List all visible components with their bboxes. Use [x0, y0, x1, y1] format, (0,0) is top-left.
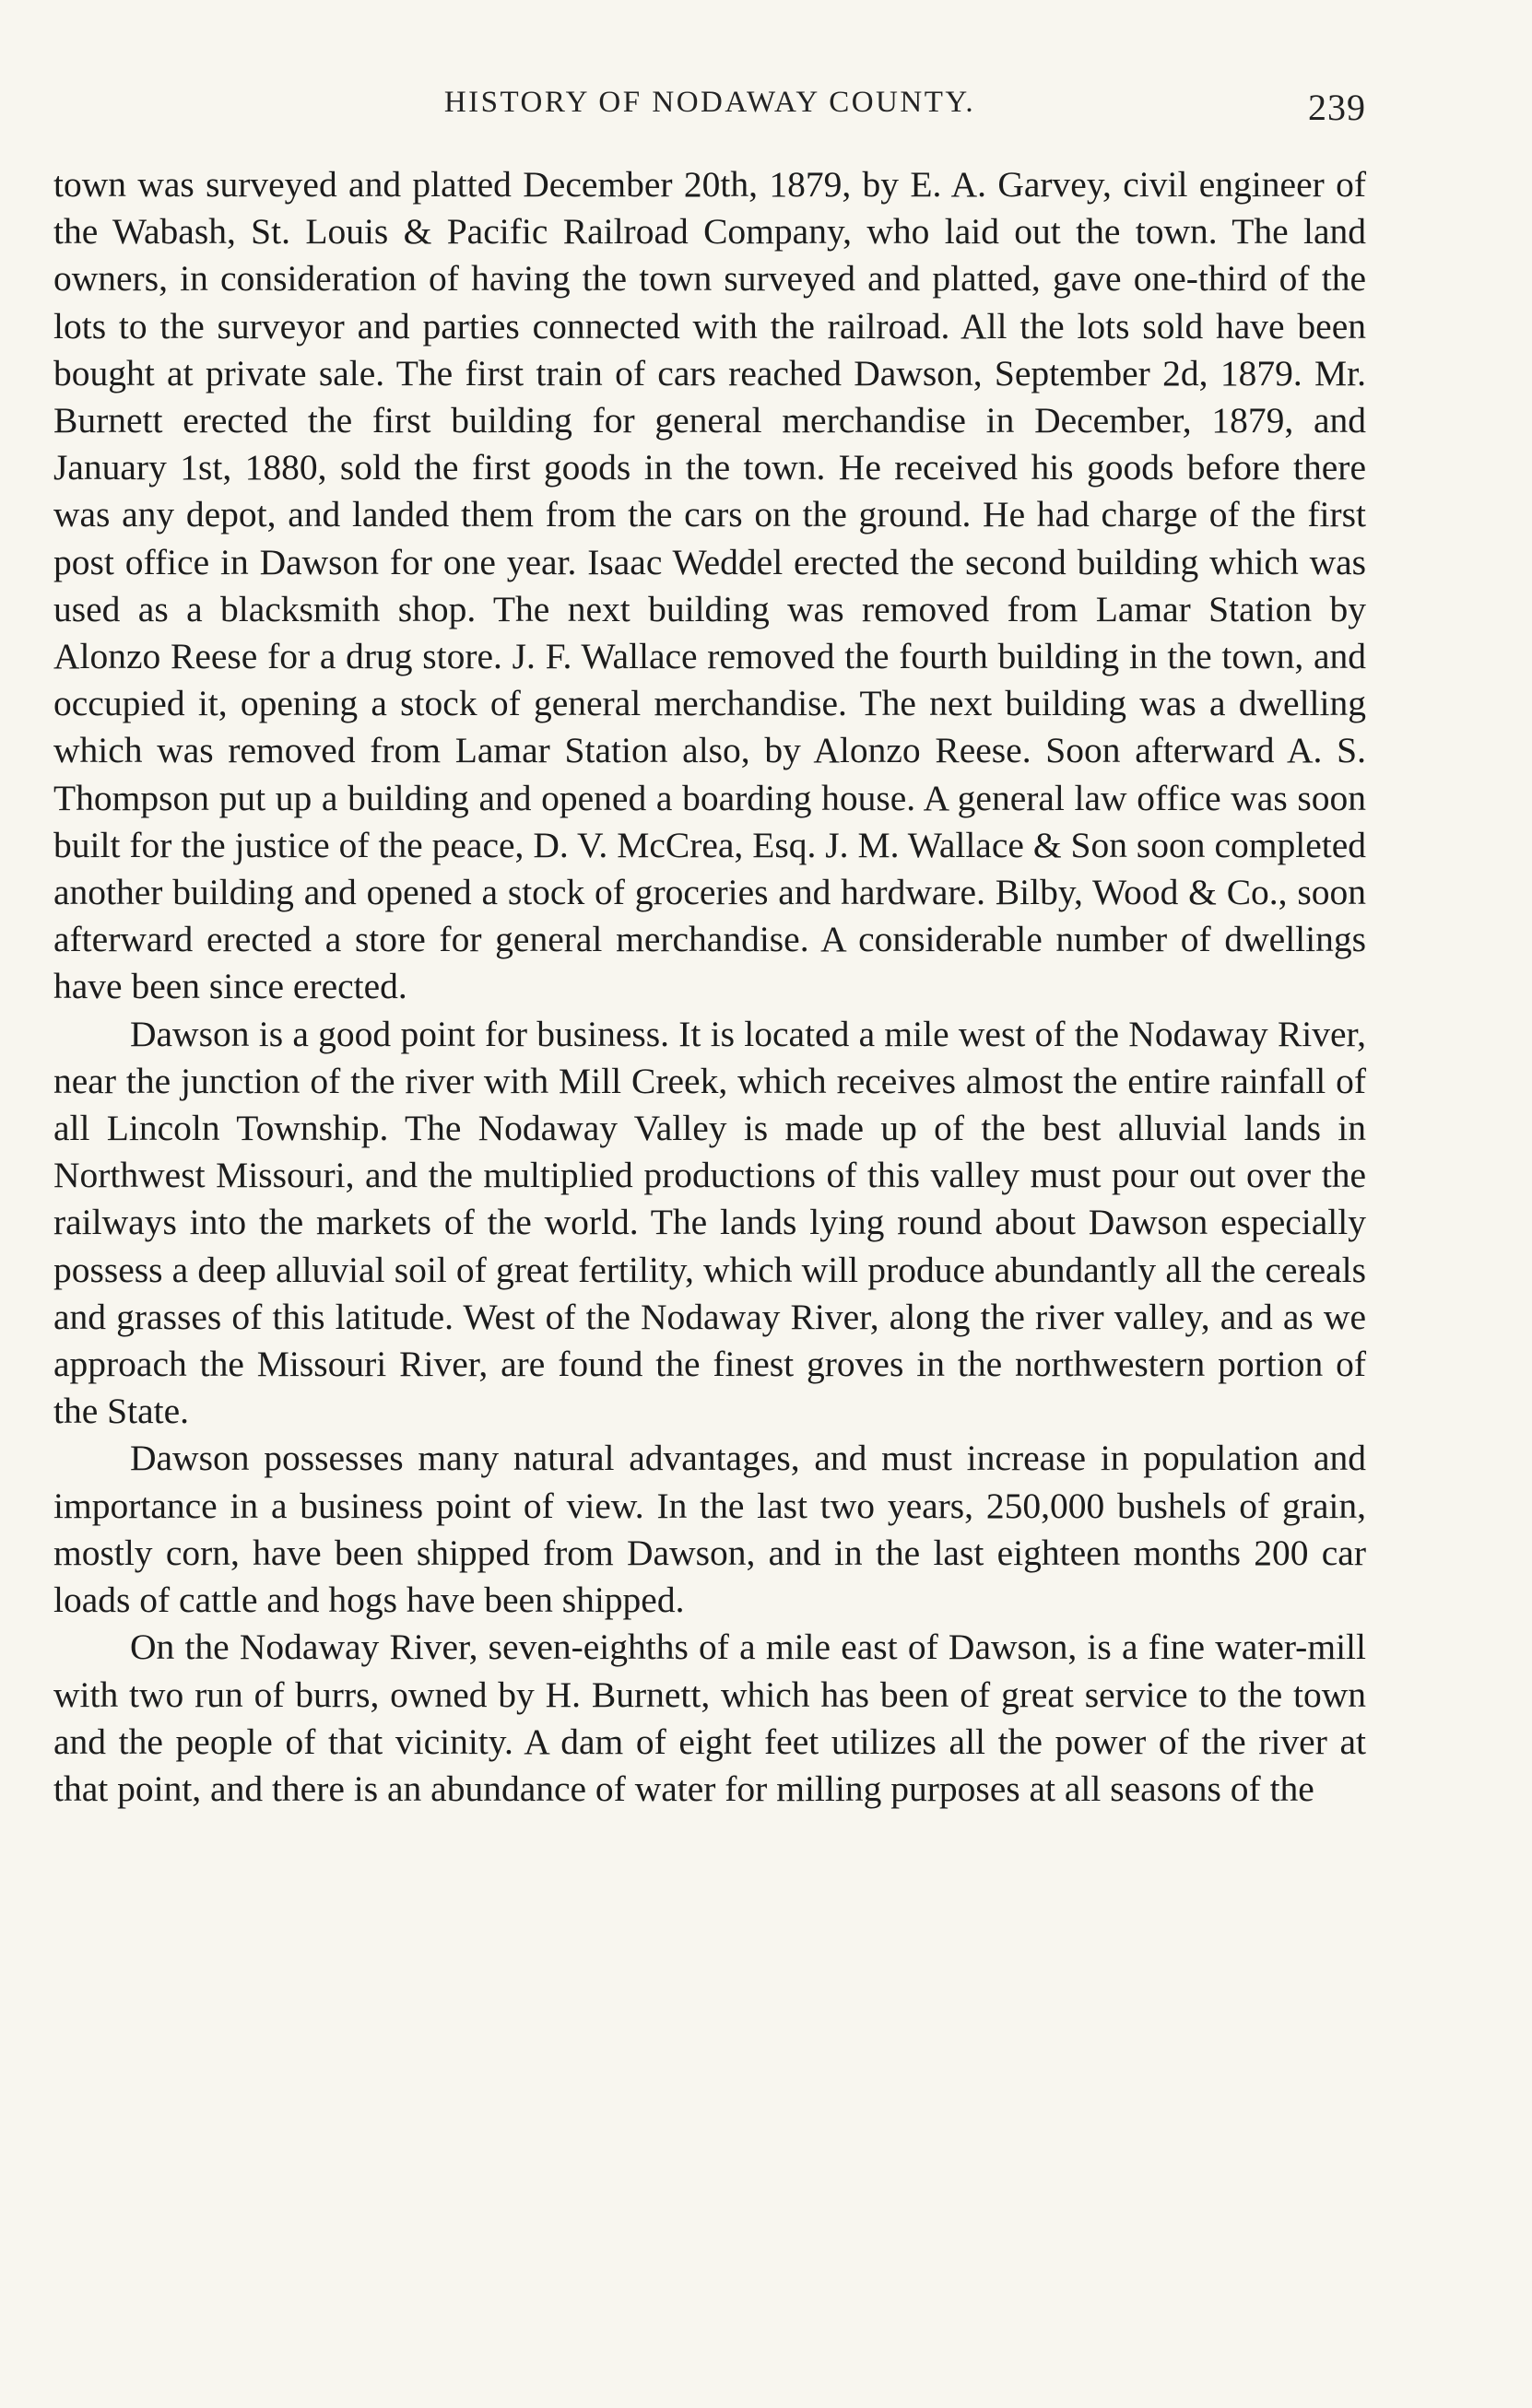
running-head [53, 86, 1366, 130]
header-title: HISTORY OF NODAWAY COUNTY. [443, 86, 976, 119]
body-text [53, 161, 1366, 1813]
paragraph-town-survey: town was surveyed and platted December 20th, 1879, by E. A. Garvey, civil engineer of the Wabash, St. Louis & Pacific Railroad Company, who laid out the town. The land owners, in consideration of having the town surveyed and platted, gave one-third of the lots to the surveyor and parties connected with the railroad. All the lots sold have been bought at private sale. The first train of cars reached Dawson, September 2d, 1879. Mr. Burnett erected the first building for general merchandise in December, 1879, and January 1st, 1880, sold the first goods in the town. He received his goods before there was any depot, and landed them from the cars on the ground. He had charge of the first post office in Dawson for one year. Isaac Weddel erected the second building which was used as a blacksmith shop. The next building was removed from Lamar Station by Alonzo Reese for a drug store. J. F. Wallace removed the fourth building in the town, and occupied it, opening a stock of general merchandise. The next building was a dwelling which was removed from Lamar Station also, by Alonzo Reese. Soon afterward A. S. Thompson put up a building and opened a boarding house. A general law office was soon built for the justice of the peace, D. V. McCrea, Esq. J. M. Wallace & Son soon completed another building and opened a stock of groceries and hardware. Bilby, Wood & Co., soon afterward erected a store for general merchandise. A considerable number of dwellings have been since erected. [53, 164, 1366, 1007]
page-number: 239 [1308, 87, 1366, 128]
paragraph-natural-advantages: Dawson possesses many natural advantages, and must increase in population and importance in a business point of view. In the last two years, 250,000 bushels of grain, mostly corn, have been shipped from Dawson, and in the last eighteen months 200 car loads of cattle and hogs have been shipped. [53, 1438, 1366, 1621]
paragraph-water-mill: On the Nodaway River, seven-eighths of a mile east of Dawson, is a fine water-mill with two run of burrs, owned by H. Burnett, which has been of great service to the town and the people of that vicinity. A dam of eight feet utilizes all the power of the river at that point, and there is an abundance of water for milling purposes at all seasons of the [53, 1627, 1366, 1809]
paragraph-business-point: Dawson is a good point for business. It is located a mile west of the Nodaway River, near the junction of the river with Mill Creek, which receives almost the entire rainfall of all Lincoln Township. The Nodaway Valley is made up of the best alluvial lands in Northwest Missouri, and the multiplied productions of this valley must pour out over the railways into the markets of the world. The lands lying round about Dawson especially possess a deep alluvial soil of great fertility, which will produce abundantly all the cereals and grasses of this latitude. West of the Nodaway River, along the river valley, and as we approach the Missouri River, are found the finest groves in the northwestern portion of the State. [53, 1013, 1366, 1432]
